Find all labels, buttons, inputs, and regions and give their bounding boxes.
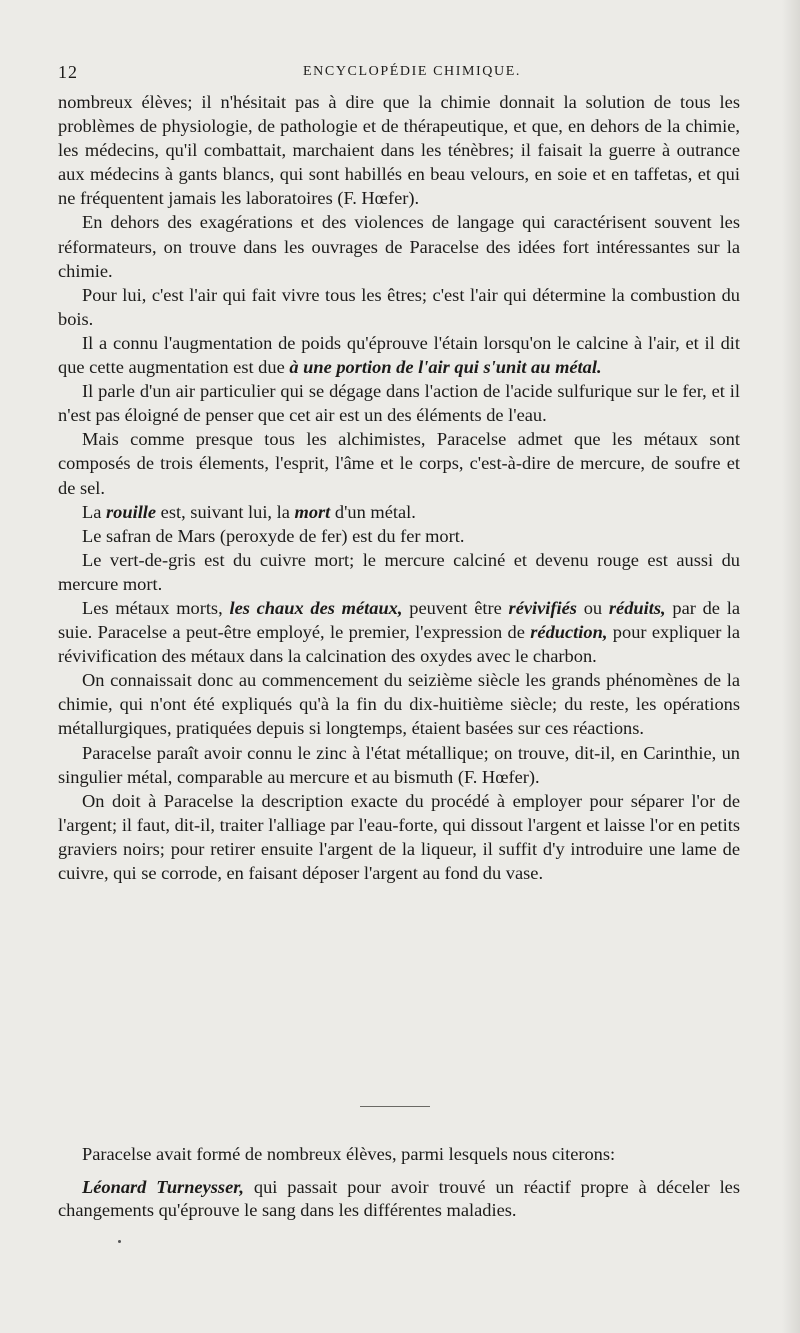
paragraph-10-text-c: ou — [576, 597, 609, 618]
paragraph-10-text-e: pour expliquer la révivification des métaux dans la calcination des oxydes avec le charbon. — [58, 622, 740, 667]
paragraph-7-text-a: La — [82, 501, 106, 522]
paragraph-12: Paracelse paraît avoir connu le zinc à l'état métallique; on trouve, dit-il, en Carinthie, un singulier métal, comparable au mercure et au bismuth (F. Hœfer). — [58, 742, 740, 787]
page-number: 12 — [58, 62, 78, 82]
paragraph-5: Il parle d'un air particulier qui se dégage dans l'action de l'acide sulfurique sur le fer, et il n'est pas éloigné de penser que cet air est un des éléments de l'eau. — [58, 381, 740, 426]
paragraph-3: Pour lui, c'est l'air qui fait vivre tous les êtres; c'est l'air qui détermine la combustion du bois. — [58, 284, 740, 329]
paragraph-10-italic-1: les chaux des métaux, — [229, 597, 403, 618]
paragraph-13: On doit à Paracelse la description exacte du procédé à employer pour séparer l'or de l'argent; il faut, dit-il, traiter l'alliage par l'eau-forte, qui dissout l'argent et laisse l'or en petits graviers noirs; pour retirer ensuite l'argent de la liqueur, il suffit d'y introduire une lame de cuivre, qui se corrode, en faisant déposer l'argent au fond du vase. — [58, 790, 740, 883]
paragraph-10-text-b: peuvent être — [402, 597, 509, 618]
paragraph-6: Mais comme presque tous les alchimistes, Paracelse admet que les métaux sont composés de trois élements, l'esprit, l'âme et le corps, c'est-à-dire de mercure, de soufre et de sel. — [58, 429, 740, 498]
main-text — [58, 90, 740, 885]
paragraph-2: En dehors des exagérations et des violences de langage qui caractérisent souvent les réformateurs, on trouve dans les ouvrages de Paracelse des idées fort intéressantes sur la chimie. — [58, 212, 740, 281]
paragraph-7-text-c: d'un métal. — [330, 501, 416, 522]
ink-speck — [118, 1240, 121, 1243]
paragraph-10-italic-4: réduction, — [530, 622, 608, 643]
paragraph-10-italic-3: réduits, — [608, 597, 666, 618]
paragraph-1: nombreux élèves; il n'hésitait pas à dire que la chimie donnait la solution de tous les problèmes de physiologie, de pathologie et de thérapeutique, et que, en dehors de la chimie, les médecins, qu'il combattait, marchaient dans les ténèbres; il faisait la guerre à outrance aux médecins à gants blancs, qui sont habillés en beau velours, en soie et en taffetas, et qui ne fréquentent jamais les laboratoires (F. Hœfer). — [58, 92, 740, 209]
footer-italic-name: Léonard Turneysser, — [82, 1177, 244, 1197]
footer-paragraph-1: Paracelse avait formé de nombreux élèves, parmi lesquels nous citerons: — [82, 1144, 616, 1164]
footer-paragraph-2 — [58, 1176, 740, 1222]
section-divider — [360, 1106, 430, 1107]
paragraph-7 — [58, 500, 740, 524]
paragraph-7-italic-2: mort — [294, 501, 331, 522]
paragraph-10 — [58, 596, 740, 668]
paragraph-4-text: Il a connu l'augmentation de poids qu'éprouve l'étain lorsqu'on le calcine à l'air, et il dit que cette augmentation est due — [58, 332, 740, 378]
paragraph-7-italic-1: rouille — [106, 501, 157, 522]
paragraph-7-text-b: est, suivant lui, la — [156, 501, 295, 522]
paragraph-4 — [58, 331, 740, 379]
page-edge-shadow — [782, 0, 800, 1333]
paragraph-10-text-a: Les métaux morts, — [82, 597, 230, 618]
running-head: ENCYCLOPÉDIE CHIMIQUE. — [303, 64, 521, 79]
paragraph-10-text-d: par de la suie. Paracelse a peut-être employé, le premier, l'expression de — [58, 597, 741, 643]
page-header — [58, 62, 740, 86]
paragraph-11: On connaissait donc au commencement du seizième siècle les grands phénomènes de la chimie, qui n'ont été expliqués qu'à la fin du dix-huitième siècle; du reste, les opérations métallurgiques, pratiquées depuis si longtemps, étaient basées sur ces réactions. — [58, 670, 740, 739]
paragraph-8: Le safran de Mars (peroxyde de fer) est du fer mort. — [82, 525, 465, 546]
footer-section — [58, 1143, 740, 1222]
footer-paragraph-2-text: qui passait pour avoir trouvé un réactif propre à déceler les changements qu'éprouve le sang dans les différentes maladies. — [58, 1177, 741, 1220]
paragraph-10-italic-2: révivifiés — [508, 597, 577, 618]
paragraph-4-italic: à une portion de l'air qui s'unit au métal. — [289, 357, 602, 378]
paragraph-9: Le vert-de-gris est du cuivre mort; le mercure calciné et devenu rouge est aussi du mercure mort. — [58, 549, 740, 594]
